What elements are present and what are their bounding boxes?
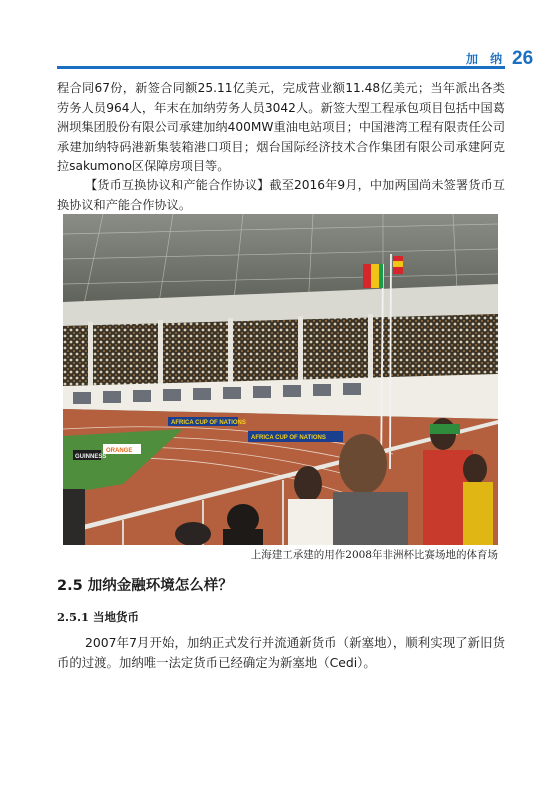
subsection-heading: 2.5.1 当地货币 bbox=[57, 610, 140, 624]
body-paragraph-3: 2007年7月开始，加纳正式发行并流通新货币（新塞地），顺利实现了新旧货币的过渡。加纳唯一法定货币已经确定为新塞地（Cedi）。 bbox=[57, 635, 505, 670]
page-number: 26 bbox=[512, 48, 534, 69]
figure-caption: 上海建工承建的用作2008年非洲杯比赛场地的体育场 bbox=[250, 549, 498, 561]
page-header bbox=[0, 48, 559, 78]
svg-text:ORANGE: ORANGE bbox=[106, 448, 133, 454]
svg-text:AFRICA CUP OF NATIONS: AFRICA CUP OF NATIONS bbox=[171, 420, 246, 426]
header-rule bbox=[57, 66, 505, 69]
svg-text:GUINNESS: GUINNESS bbox=[75, 454, 107, 460]
header-section-label: 加 纳 bbox=[466, 52, 507, 66]
section-heading: 2.5 加纳金融环境怎么样？ bbox=[57, 578, 233, 594]
svg-text:AFRICA CUP OF NATIONS: AFRICA CUP OF NATIONS bbox=[251, 435, 326, 441]
body-paragraph-1: 程合同67份，新签合同额25.11亿美元，完成营业额11.48亿美元；当年派出各类劳务人员964人，年末在加纳劳务人员3042人。新签大型工程承包项目包括中国葛洲坝集团股份有限公司承建加纳400MW重油电站项目；中国港湾工程有限责任公司承建加纳特码港新集装箱港口项目；烟台国际经济技术合作集团有限公司承建阿克拉sakumono区保障房项目等。 bbox=[57, 81, 506, 173]
body-paragraph-2: 【货币互换协议和产能合作协议】截至2016年9月，中加两国尚未签署货币互换协议和产能合作协议。 bbox=[57, 178, 505, 212]
stadium-illustration bbox=[63, 214, 498, 545]
stadium-photo bbox=[63, 214, 498, 545]
